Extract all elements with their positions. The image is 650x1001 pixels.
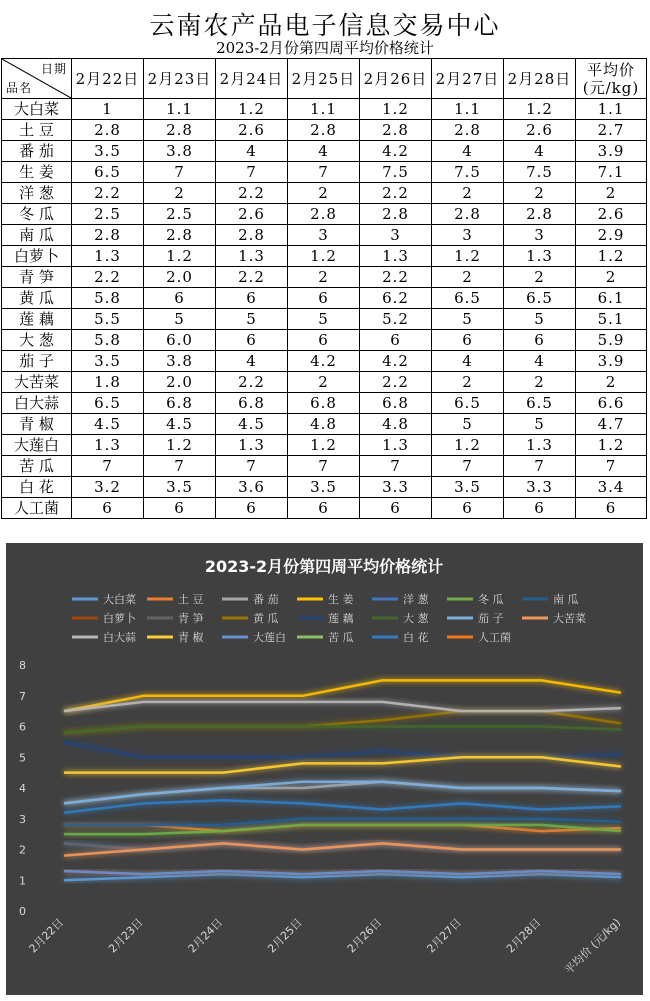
avg-price-cell: 7 bbox=[576, 456, 647, 477]
legend-label: 冬 瓜 bbox=[478, 593, 504, 606]
price-cell: 1.1 bbox=[144, 99, 216, 120]
price-cell: 5 bbox=[144, 309, 216, 330]
price-cell: 6 bbox=[504, 498, 576, 519]
avg-price-cell: 2 bbox=[576, 267, 647, 288]
row-product-name: 生 姜 bbox=[2, 162, 72, 183]
row-product-name: 冬 瓜 bbox=[2, 204, 72, 225]
legend-label: 白 花 bbox=[403, 631, 429, 644]
price-cell: 1.8 bbox=[72, 372, 144, 393]
price-cell: 2 bbox=[504, 267, 576, 288]
x-tick-label: 2月23日 bbox=[106, 915, 146, 956]
row-product-name: 茄 子 bbox=[2, 351, 72, 372]
legend-label: 番 茄 bbox=[253, 593, 279, 606]
row-product-name: 洋 葱 bbox=[2, 183, 72, 204]
price-cell: 6 bbox=[360, 498, 432, 519]
price-cell: 3.6 bbox=[216, 477, 288, 498]
page-title: 云南农产品电子信息交易中心 bbox=[149, 11, 501, 40]
row-product-name: 白萝卜 bbox=[2, 246, 72, 267]
price-cell: 4.5 bbox=[216, 414, 288, 435]
legend-label: 茄 子 bbox=[478, 612, 504, 625]
avg-price-cell: 5.9 bbox=[576, 330, 647, 351]
price-cell: 1.2 bbox=[216, 99, 288, 120]
price-cell: 1.2 bbox=[432, 435, 504, 456]
column-header: 2月22日 bbox=[72, 59, 144, 99]
price-cell: 2.8 bbox=[432, 120, 504, 141]
price-cell: 6.5 bbox=[432, 393, 504, 414]
avg-price-cell: 2 bbox=[576, 183, 647, 204]
price-cell: 2.8 bbox=[432, 204, 504, 225]
price-cell: 2 bbox=[288, 183, 360, 204]
row-product-name: 大白菜 bbox=[2, 99, 72, 120]
avg-price-cell: 4.7 bbox=[576, 414, 647, 435]
price-cell: 2.2 bbox=[216, 183, 288, 204]
legend-label: 苦 瓜 bbox=[328, 631, 354, 644]
price-line-chart bbox=[6, 543, 643, 995]
price-cell: 6 bbox=[216, 498, 288, 519]
row-product-name: 黄 瓜 bbox=[2, 288, 72, 309]
price-cell: 6 bbox=[216, 288, 288, 309]
price-cell: 2.8 bbox=[144, 225, 216, 246]
price-cell: 7 bbox=[72, 456, 144, 477]
avg-column-header bbox=[576, 59, 647, 99]
price-cell: 5 bbox=[504, 309, 576, 330]
price-cell: 2.6 bbox=[216, 120, 288, 141]
price-cell: 4 bbox=[216, 141, 288, 162]
x-tick-label: 2月22日 bbox=[26, 915, 67, 956]
price-cell: 2.8 bbox=[72, 120, 144, 141]
y-tick-label: 2 bbox=[19, 843, 26, 857]
price-cell: 6 bbox=[144, 288, 216, 309]
price-cell: 2.2 bbox=[72, 183, 144, 204]
legend-label: 白萝卜 bbox=[103, 612, 136, 625]
legend-label: 青 椒 bbox=[178, 631, 204, 644]
price-cell: 6 bbox=[288, 498, 360, 519]
legend-label: 大白菜 bbox=[103, 593, 136, 606]
avg-price-cell: 3.4 bbox=[576, 477, 647, 498]
price-cell: 6.8 bbox=[288, 393, 360, 414]
price-cell: 1.2 bbox=[288, 246, 360, 267]
x-tick-label: 2月26日 bbox=[344, 915, 385, 956]
price-cell: 6 bbox=[504, 330, 576, 351]
price-cell: 6 bbox=[216, 330, 288, 351]
legend-label: 人工菌 bbox=[478, 631, 511, 644]
price-cell: 1.2 bbox=[360, 99, 432, 120]
x-tick-label: 2月27日 bbox=[424, 915, 464, 956]
price-cell: 2.5 bbox=[72, 204, 144, 225]
price-cell: 2 bbox=[432, 183, 504, 204]
column-header: 2月24日 bbox=[216, 59, 288, 99]
legend-label: 黄 瓜 bbox=[253, 612, 279, 625]
row-product-name: 大莲白 bbox=[2, 435, 72, 456]
price-cell: 7 bbox=[216, 456, 288, 477]
avg-price-cell: 6 bbox=[576, 498, 647, 519]
row-product-name: 白 花 bbox=[2, 477, 72, 498]
price-cell: 2.2 bbox=[216, 267, 288, 288]
price-cell: 6.5 bbox=[432, 288, 504, 309]
price-cell: 3.5 bbox=[432, 477, 504, 498]
avg-price-cell: 2.9 bbox=[576, 225, 647, 246]
price-cell: 1 bbox=[72, 99, 144, 120]
price-cell: 1.3 bbox=[216, 435, 288, 456]
table-row bbox=[2, 477, 647, 498]
table-row bbox=[2, 204, 647, 225]
price-cell: 4 bbox=[216, 351, 288, 372]
price-cell: 7.5 bbox=[360, 162, 432, 183]
price-cell: 7 bbox=[504, 456, 576, 477]
price-cell: 4.2 bbox=[360, 141, 432, 162]
price-cell: 1.2 bbox=[144, 435, 216, 456]
price-cell: 1.3 bbox=[72, 246, 144, 267]
price-cell: 6 bbox=[432, 498, 504, 519]
legend-label: 大苦菜 bbox=[553, 612, 586, 625]
price-cell: 3 bbox=[432, 225, 504, 246]
price-cell: 2.2 bbox=[216, 372, 288, 393]
y-tick-label: 8 bbox=[19, 659, 26, 672]
table-row bbox=[2, 267, 647, 288]
price-cell: 6.5 bbox=[72, 393, 144, 414]
row-product-name: 青 笋 bbox=[2, 267, 72, 288]
price-cell: 2 bbox=[504, 183, 576, 204]
price-cell: 1.3 bbox=[360, 435, 432, 456]
price-cell: 6 bbox=[360, 330, 432, 351]
y-tick-label: 5 bbox=[19, 751, 26, 765]
table-row bbox=[2, 351, 647, 372]
price-cell: 7 bbox=[360, 456, 432, 477]
price-cell: 2.2 bbox=[360, 372, 432, 393]
price-cell: 5 bbox=[432, 414, 504, 435]
avg-price-cell: 1.2 bbox=[576, 435, 647, 456]
price-cell: 4.5 bbox=[144, 414, 216, 435]
price-cell: 2 bbox=[432, 267, 504, 288]
row-product-name: 苦 瓜 bbox=[2, 456, 72, 477]
avg-price-cell: 3.9 bbox=[576, 141, 647, 162]
row-product-name: 大 葱 bbox=[2, 330, 72, 351]
legend-label: 生 姜 bbox=[328, 593, 354, 606]
price-cell: 2.8 bbox=[216, 225, 288, 246]
price-cell: 2 bbox=[144, 183, 216, 204]
column-header: 2月27日 bbox=[432, 59, 504, 99]
y-tick-label: 4 bbox=[19, 782, 26, 795]
avg-header-line1: 平均价 bbox=[586, 60, 635, 79]
column-header: 2月23日 bbox=[144, 59, 216, 99]
price-cell: 4 bbox=[288, 141, 360, 162]
price-cell: 7.5 bbox=[432, 162, 504, 183]
price-cell: 6.8 bbox=[360, 393, 432, 414]
table-row bbox=[2, 393, 647, 414]
price-cell: 2 bbox=[504, 372, 576, 393]
table-row bbox=[2, 498, 647, 519]
column-header: 2月28日 bbox=[504, 59, 576, 99]
price-cell: 1.2 bbox=[432, 246, 504, 267]
table-row bbox=[2, 183, 647, 204]
price-cell: 7.5 bbox=[504, 162, 576, 183]
price-cell: 2.8 bbox=[360, 120, 432, 141]
y-axis bbox=[19, 659, 26, 918]
row-product-name: 番 茄 bbox=[2, 141, 72, 162]
price-cell: 4.2 bbox=[360, 351, 432, 372]
legend-label: 白大蒜 bbox=[103, 631, 136, 644]
price-cell: 5 bbox=[216, 309, 288, 330]
price-cell: 1.2 bbox=[288, 435, 360, 456]
price-cell: 7 bbox=[144, 162, 216, 183]
y-tick-label: 1 bbox=[19, 874, 26, 888]
price-cell: 6 bbox=[72, 498, 144, 519]
row-product-name: 白大蒜 bbox=[2, 393, 72, 414]
table-row bbox=[2, 456, 647, 477]
price-cell: 3.8 bbox=[144, 141, 216, 162]
price-cell: 1.3 bbox=[72, 435, 144, 456]
price-cell: 3.3 bbox=[504, 477, 576, 498]
price-table bbox=[1, 58, 647, 519]
table-row bbox=[2, 141, 647, 162]
legend-label: 莲 藕 bbox=[328, 612, 354, 625]
price-cell: 6 bbox=[432, 330, 504, 351]
price-cell: 3.2 bbox=[72, 477, 144, 498]
price-cell: 3.5 bbox=[144, 477, 216, 498]
price-cell: 4.2 bbox=[288, 351, 360, 372]
column-header: 2月26日 bbox=[360, 59, 432, 99]
x-tick-label: 平均价 (元/kg) bbox=[562, 915, 624, 977]
price-cell: 2.8 bbox=[360, 204, 432, 225]
legend-label: 土 豆 bbox=[178, 593, 204, 606]
price-cell: 6.5 bbox=[72, 162, 144, 183]
price-cell: 5 bbox=[504, 414, 576, 435]
price-cell: 6 bbox=[288, 330, 360, 351]
y-tick-label: 0 bbox=[19, 905, 26, 918]
price-cell: 4.8 bbox=[288, 414, 360, 435]
table-row bbox=[2, 162, 647, 183]
row-product-name: 土 豆 bbox=[2, 120, 72, 141]
avg-price-cell: 1.2 bbox=[576, 246, 647, 267]
price-cell: 3 bbox=[504, 225, 576, 246]
price-cell: 3.3 bbox=[360, 477, 432, 498]
column-header: 2月25日 bbox=[288, 59, 360, 99]
price-cell: 1.3 bbox=[504, 246, 576, 267]
table-header-row bbox=[2, 59, 647, 99]
price-cell: 2 bbox=[288, 267, 360, 288]
row-product-name: 青 椒 bbox=[2, 414, 72, 435]
price-cell: 2.5 bbox=[144, 204, 216, 225]
price-cell: 7 bbox=[288, 162, 360, 183]
page-subtitle: 2023-2月份第四周平均价格统计 bbox=[216, 39, 434, 57]
y-tick-label: 7 bbox=[19, 689, 26, 703]
price-cell: 2.8 bbox=[504, 204, 576, 225]
price-cell: 3.5 bbox=[72, 141, 144, 162]
legend-label: 洋 葱 bbox=[403, 593, 429, 606]
avg-price-cell: 6.6 bbox=[576, 393, 647, 414]
table-row bbox=[2, 225, 647, 246]
price-cell: 2.8 bbox=[72, 225, 144, 246]
avg-price-cell: 7.1 bbox=[576, 162, 647, 183]
price-cell: 1.2 bbox=[504, 99, 576, 120]
price-cell: 3.8 bbox=[144, 351, 216, 372]
avg-price-cell: 5.1 bbox=[576, 309, 647, 330]
legend-label: 南 瓜 bbox=[553, 593, 579, 606]
price-cell: 5 bbox=[432, 309, 504, 330]
avg-header-line2: (元/kg) bbox=[582, 78, 640, 97]
x-tick-label: 2月25日 bbox=[265, 915, 305, 956]
y-tick-label: 6 bbox=[19, 720, 26, 734]
price-cell: 4 bbox=[432, 351, 504, 372]
price-cell: 5.8 bbox=[72, 288, 144, 309]
row-product-name: 南 瓜 bbox=[2, 225, 72, 246]
price-cell: 1.1 bbox=[432, 99, 504, 120]
price-cell: 3.5 bbox=[72, 351, 144, 372]
price-cell: 6.5 bbox=[504, 393, 576, 414]
price-cell: 5 bbox=[288, 309, 360, 330]
price-cell: 2.2 bbox=[360, 183, 432, 204]
price-cell: 6 bbox=[144, 498, 216, 519]
price-cell: 1.3 bbox=[504, 435, 576, 456]
price-cell: 4 bbox=[432, 141, 504, 162]
table-row bbox=[2, 99, 647, 120]
legend-label: 大莲白 bbox=[253, 631, 286, 644]
price-cell: 2.0 bbox=[144, 372, 216, 393]
price-cell: 4 bbox=[504, 141, 576, 162]
price-cell: 6.0 bbox=[144, 330, 216, 351]
y-tick-label: 3 bbox=[19, 812, 26, 826]
avg-price-cell: 2 bbox=[576, 372, 647, 393]
price-cell: 5.5 bbox=[72, 309, 144, 330]
price-cell: 2.2 bbox=[72, 267, 144, 288]
price-cell: 6.8 bbox=[216, 393, 288, 414]
price-cell: 3.5 bbox=[288, 477, 360, 498]
avg-price-cell: 3.9 bbox=[576, 351, 647, 372]
price-cell: 7 bbox=[144, 456, 216, 477]
price-cell: 2.2 bbox=[360, 267, 432, 288]
table-row bbox=[2, 435, 647, 456]
price-cell: 5.2 bbox=[360, 309, 432, 330]
price-cell: 2.8 bbox=[288, 120, 360, 141]
price-cell: 2.0 bbox=[144, 267, 216, 288]
table-row bbox=[2, 246, 647, 267]
price-cell: 6.5 bbox=[504, 288, 576, 309]
avg-price-cell: 6.1 bbox=[576, 288, 647, 309]
price-cell: 4.8 bbox=[360, 414, 432, 435]
row-product-name: 人工菌 bbox=[2, 498, 72, 519]
price-cell: 7 bbox=[288, 456, 360, 477]
price-cell: 3 bbox=[288, 225, 360, 246]
table-row bbox=[2, 309, 647, 330]
price-cell: 4.5 bbox=[72, 414, 144, 435]
row-product-name: 莲 藕 bbox=[2, 309, 72, 330]
table-corner-cell bbox=[2, 59, 72, 99]
avg-price-cell: 1.1 bbox=[576, 99, 647, 120]
price-cell: 4 bbox=[504, 351, 576, 372]
price-cell: 6 bbox=[288, 288, 360, 309]
price-cell: 2.6 bbox=[504, 120, 576, 141]
price-cell: 1.3 bbox=[360, 246, 432, 267]
price-cell: 5.8 bbox=[72, 330, 144, 351]
chart-background bbox=[6, 543, 643, 995]
avg-price-cell: 2.7 bbox=[576, 120, 647, 141]
legend-label: 青 笋 bbox=[178, 612, 204, 625]
price-cell: 6.2 bbox=[360, 288, 432, 309]
price-cell: 2.8 bbox=[288, 204, 360, 225]
price-cell: 2.8 bbox=[144, 120, 216, 141]
avg-price-cell: 2.6 bbox=[576, 204, 647, 225]
price-cell: 2 bbox=[432, 372, 504, 393]
price-cell: 1.2 bbox=[144, 246, 216, 267]
price-cell: 7 bbox=[216, 162, 288, 183]
table-row bbox=[2, 120, 647, 141]
legend-label: 大 葱 bbox=[403, 612, 429, 625]
price-cell: 3 bbox=[360, 225, 432, 246]
table-row bbox=[2, 288, 647, 309]
table-row bbox=[2, 414, 647, 435]
price-cell: 1.1 bbox=[288, 99, 360, 120]
chart-title: 2023-2月份第四周平均价格统计 bbox=[204, 557, 444, 576]
x-tick-label: 2月28日 bbox=[503, 915, 544, 956]
corner-date-label: 日期 bbox=[40, 62, 67, 76]
corner-name-label: 品名 bbox=[6, 81, 33, 95]
price-cell: 1.3 bbox=[216, 246, 288, 267]
row-product-name: 大苦菜 bbox=[2, 372, 72, 393]
price-cell: 2.6 bbox=[216, 204, 288, 225]
price-cell: 2 bbox=[288, 372, 360, 393]
price-cell: 6.8 bbox=[144, 393, 216, 414]
x-tick-label: 2月24日 bbox=[185, 915, 226, 956]
chart-svg bbox=[6, 543, 643, 995]
table-row bbox=[2, 372, 647, 393]
table-row bbox=[2, 330, 647, 351]
price-cell: 7 bbox=[432, 456, 504, 477]
